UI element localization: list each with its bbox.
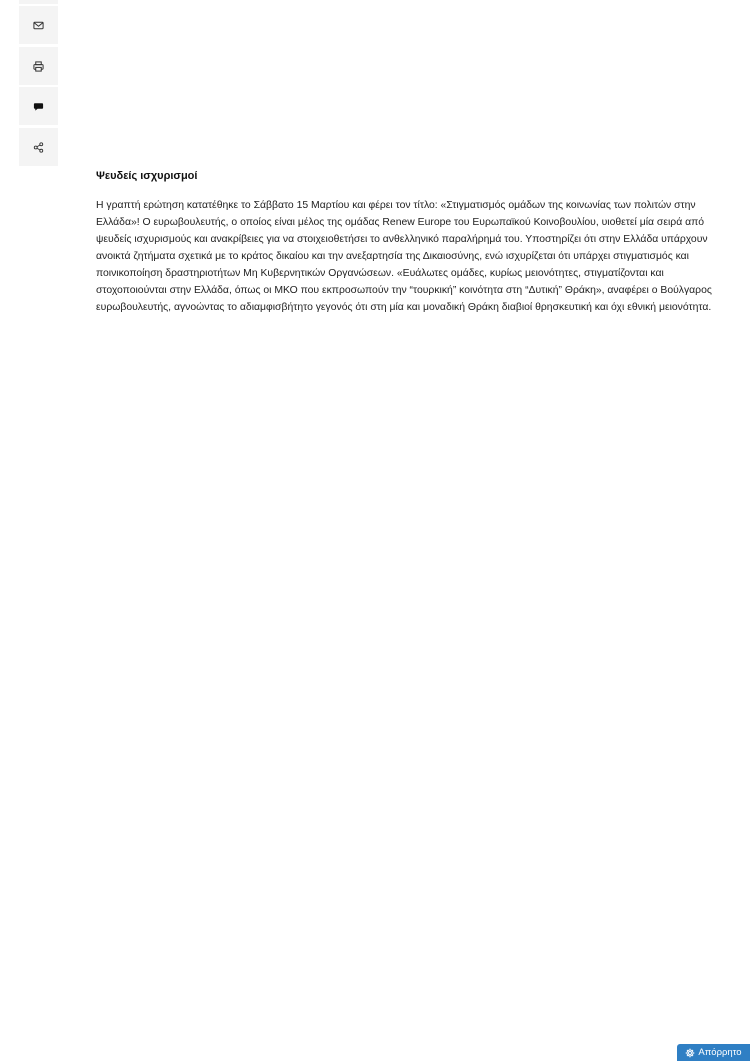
comment-icon (33, 101, 44, 112)
section-heading: Ψευδείς ισχυρισμοί (96, 170, 198, 182)
article-paragraph: Η γραπτή ερώτηση κατατέθηκε το Σάββατο 15 Μαρτίου και φέρει τον τίτλο: «Στιγματισμός ομάδων της κοινωνίας των πολιτών στην Ελλάδα»! Ο ευρωβουλευτής, ο οποίος είναι μέλος της ομάδας Renew Europe του Ευρωπαϊκού Κοινοβουλίου, υιοθετεί μία σειρά από ψευδείς ισχυρισμούς και ανακρίβειες για να στοιχειοθετήσει το ανθελληνικό παραλήρημά του. Υποστηρίζει ότι στην Ελλάδα υπάρχουν ανοικτά ζητήματα σχετικά με το κράτος δικαίου και την ανεξαρτησία της Δικαιοσύνης, ενώ ισχυρίζεται ότι υπάρχει στιγματισμός και ποινικοποίηση δραστηριοτήτων Μη Κυβερνητικών Οργανώσεων. «Ευάλωτες ομάδες, κυρίως μειονότητες, στιγματίζονται και στοχοποιούνται στην Ελλάδα, όπως οι ΜΚΟ που εκπροσωπούν την “τουρκική” κοινότητα στη “Δυτική” Θράκη», αναφέρει ο Βούλγαρος ευρωβουλευτής, αγνοώντας το αδιαμφισβήτητο γεγονός ότι στη μία και μοναδική Θράκη διαβιοί θρησκευτική και όχι εθνική μειονότητα. (96, 200, 712, 313)
email-icon (33, 20, 44, 31)
print-icon (33, 61, 44, 72)
privacy-settings-button[interactable] (677, 1044, 750, 1061)
print-button[interactable] (19, 47, 58, 85)
privacy-label: Απόρρητο (698, 1047, 742, 1058)
gear-icon (685, 1048, 695, 1058)
share-button[interactable] (19, 128, 58, 166)
email-share-button[interactable] (19, 6, 58, 44)
share-icon (33, 142, 44, 153)
share-button-top[interactable] (19, 0, 58, 4)
article-section (96, 168, 736, 316)
comment-button[interactable] (19, 87, 58, 125)
